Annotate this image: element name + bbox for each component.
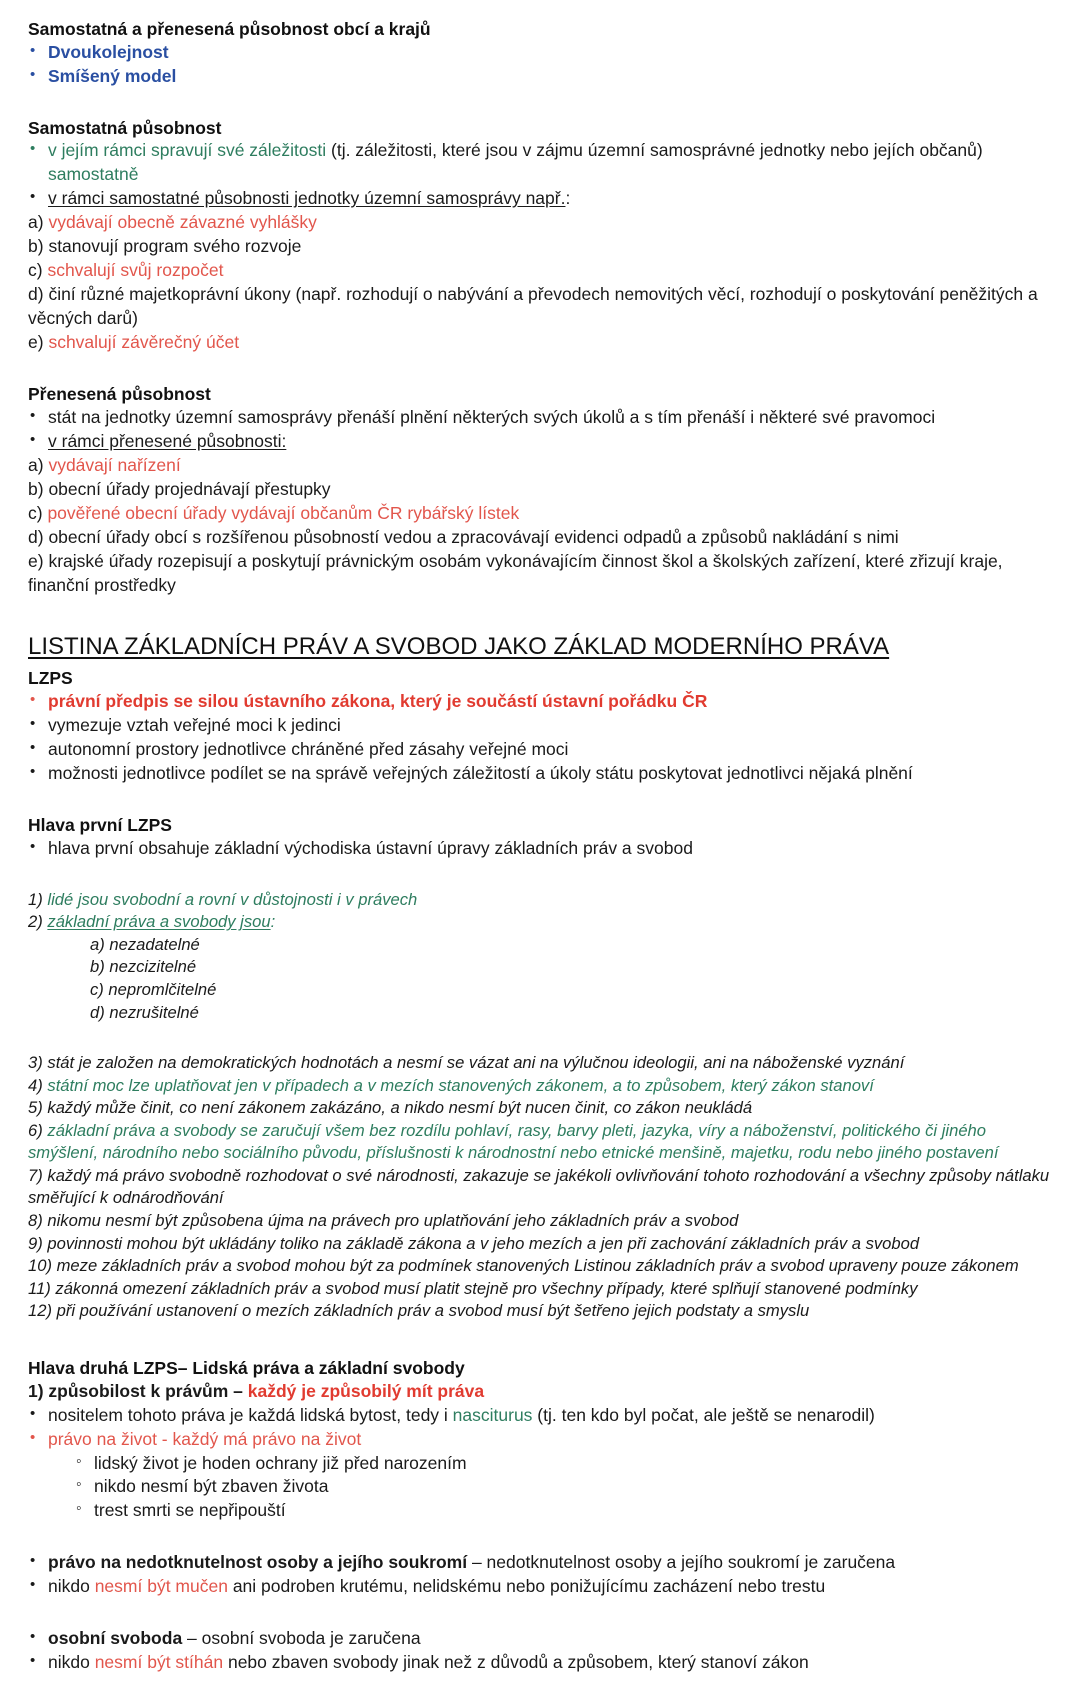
nedotknutelnost-term: právo na nedotknutelnost osoby a jejího soukromí xyxy=(48,1552,468,1573)
item-number: 12) xyxy=(28,1301,52,1321)
item-number: 2) xyxy=(28,912,43,932)
prenesena-bullet-1: stát na jednotky územní samosprávy přenáší plnění některých svých úkolů a s tím přenáší i některé své pravomoci xyxy=(48,406,936,427)
item-number: 8) xyxy=(28,1211,43,1231)
lzps-bullet-2: vymezuje vztah veřejné moci k jedinci xyxy=(48,715,341,736)
list-item: ◦ trest smrti se nepřipouští xyxy=(76,1499,1052,1523)
sub-item-d: d) nezrušitelné xyxy=(90,1002,199,1022)
list-item xyxy=(28,762,1052,786)
list-hlava-prvni xyxy=(28,837,1052,861)
sub-item-b: b) nezcizitelné xyxy=(90,957,197,977)
item-d xyxy=(28,283,1052,331)
item-a xyxy=(28,454,1052,478)
hlava-prvni-item-9 xyxy=(28,1233,1052,1256)
bullet-smiseny-model: Smíšený model xyxy=(48,65,177,86)
item-e xyxy=(28,550,1052,598)
pravo-na-zivot: právo na život - každý má právo na život xyxy=(48,1428,362,1449)
spacer xyxy=(28,1323,1052,1357)
list-item: ◦ lidský život je hoden ochrany již před narozením xyxy=(76,1452,1052,1476)
item-text: každý může činit, co není zákonem zakázáno, a nikdo nesmí být nucen činit, co zákon neukládá xyxy=(47,1098,753,1118)
samostatna-green-tail: samostatně xyxy=(48,164,139,185)
item-c xyxy=(28,502,1052,526)
nasciturus-term: nasciturus xyxy=(452,1404,533,1425)
item-text: stát je založen na demokratických hodnotách a nesmí se vázat ani na výlučnou ideologii, ani na náboženské vyznání xyxy=(47,1053,905,1073)
item-letter: c) xyxy=(28,260,43,281)
osobni-svoboda-rest: – osobní svoboda je zaručena xyxy=(182,1628,421,1649)
hlava-prvni-item-2 xyxy=(28,911,1052,934)
list-item: ◦ nikdo nesmí být zbaven života xyxy=(76,1475,1052,1499)
item-text: základní práva a svobody se zaručují všem bez rozdílu pohlaví, rasy, barvy pleti, jazyka, víry a náboženství, politického či jiného smýšlení, národního nebo sociálního původu, příslušnosti k národnostní nebo etnické menšině, majetku, rodu nebo jiného postavení xyxy=(28,1120,999,1163)
list-item xyxy=(28,187,1052,211)
stihani-pre: nikdo xyxy=(48,1652,95,1673)
lzps-bullet-3: autonomní prostory jednotlivce chráněné před zásahy veřejné moci xyxy=(48,739,569,760)
section-heading-samostatna-pusobnost: Samostatná působnost xyxy=(28,117,222,138)
list-item xyxy=(28,1575,1052,1599)
list-item xyxy=(28,690,1052,714)
item-number: 4) xyxy=(28,1075,43,1095)
stihani-highlight: nesmí být stíhán xyxy=(94,1652,224,1673)
lzps-bullet-4: možnosti jednotlivce podílet se na správě veřejných záležitostí a úkoly státu poskytovat jednotlivci nějaká plnění xyxy=(48,763,913,784)
hlava-prvni-item-4 xyxy=(28,1075,1052,1098)
spacer xyxy=(28,786,1052,814)
prenesena-bullet-2: v rámci přenesené působnosti: xyxy=(48,430,287,451)
nositel-pre: nositelem tohoto práva je každá lidská bytost, tedy i xyxy=(48,1404,453,1425)
page-title-listina: LISTINA ZÁKLADNÍCH PRÁV A SVOBOD JAKO ZÁKLAD MODERNÍHO PRÁVA xyxy=(28,632,890,660)
item-d xyxy=(28,526,1052,550)
list-lzps-rest xyxy=(28,714,1052,786)
item-text: meze základních práv a svobod mohou být za podmínek stanovených Listinou základních práv a svobod upraveny pouze zákonem xyxy=(56,1256,1019,1276)
item-text: zákonná omezení základních práv a svobod musí platit stejně pro všechny případy, které splňují stanovené podmínky xyxy=(55,1278,918,1298)
list-item xyxy=(28,41,1052,65)
item-number: 10) xyxy=(28,1256,52,1276)
hlava-prvni-bullet-1: hlava první obsahuje základní východiska ústavní úpravy základních práv a svobod xyxy=(48,837,693,858)
list-samostatna-bullets xyxy=(28,139,1052,187)
list-samostatna-bullets-2 xyxy=(28,187,1052,211)
bullet-dvoukolejnost: Dvoukolejnost xyxy=(48,41,169,62)
list-item xyxy=(28,406,1052,430)
spacer xyxy=(28,598,1052,632)
spacer xyxy=(28,861,1052,889)
list-prenesena-bullets xyxy=(28,406,1052,454)
hlava-prvni-item-6 xyxy=(28,1120,1052,1165)
list-item xyxy=(28,1627,1052,1651)
item-text: krajské úřady rozepisují a poskytují právnickým osobám vykonávajícím činnost škol a školských zařízení, které zřizují kraje, finanční prostředky xyxy=(28,550,1003,595)
list-item xyxy=(28,65,1052,89)
list-item xyxy=(28,714,1052,738)
section-heading-hlava-druha: Hlava druhá LZPS– Lidská práva a základní svobody xyxy=(28,1357,465,1378)
list-item xyxy=(28,738,1052,762)
item-text: vydávají nařízení xyxy=(48,454,181,475)
list-item xyxy=(28,1404,1052,1428)
list-modely xyxy=(28,41,1052,89)
spacer xyxy=(28,89,1052,117)
muceni-highlight: nesmí být mučen xyxy=(94,1576,228,1597)
hlava-prvni-item-12 xyxy=(28,1300,1052,1323)
item-b xyxy=(28,235,1052,259)
item-number: 1) xyxy=(28,889,43,909)
item-text: povinnosti mohou být ukládány toliko na základě zákona a v jeho mezích a jen při zachování základních práv a svobod xyxy=(47,1233,920,1253)
item-c xyxy=(28,259,1052,283)
item-number: 6) xyxy=(28,1120,43,1140)
item-letter: a) xyxy=(28,454,44,475)
samostatna-green-lead: v jejím rámci spravují své záležitosti xyxy=(48,140,327,161)
item-letter: d) xyxy=(28,526,44,547)
item-letter: b) xyxy=(28,236,44,257)
hlava-prvni-item-1 xyxy=(28,889,1052,912)
list-item xyxy=(28,139,1052,187)
item-number: 3) xyxy=(28,1053,43,1073)
item-text: schvalují závěrečný účet xyxy=(48,332,240,353)
item-text: státní moc lze uplatňovat jen v případech a v mezích stanovených zákonem, a to způsobem, který zákon stanoví xyxy=(47,1075,874,1095)
item-text: obecní úřady obcí s rozšířenou působností vedou a zpracovávají evidenci odpadů a způsobů nakládání s nimi xyxy=(48,526,899,547)
list-pravo-na-zivot-sub xyxy=(28,1452,1052,1524)
sub-item-a: a) nezadatelné xyxy=(90,934,200,954)
samostatna-black-tail: (tj. záležitosti, které jsou v zájmu územní samosprávné jednotky nebo jejích občanů) xyxy=(326,140,983,161)
hlava-prvni-item-5 xyxy=(28,1097,1052,1120)
list-hlava-druha-b xyxy=(28,1428,1052,1452)
item-highlight: každý je způsobilý mít práva xyxy=(247,1380,485,1401)
nositel-post: (tj. ten kdo byl počat, ale ještě se nenarodil) xyxy=(532,1404,875,1425)
nedotknutelnost-rest: – nedotknutelnost osoby a jejího soukromí je zaručena xyxy=(467,1552,896,1573)
list-item xyxy=(28,430,1052,454)
stihani-post: nebo zbaven svobody jinak než z důvodů a způsobem, který stanoví zákon xyxy=(223,1652,809,1673)
lzps-bullet-1: právní předpis se silou ústavního zákona, který je součástí ústavní pořádku ČR xyxy=(48,691,708,712)
item-text: nikomu nesmí být způsobena újma na právech pro uplatňování jeho základních práv a svobod xyxy=(47,1211,739,1231)
spacer xyxy=(28,1599,1052,1627)
item-text: činí různé majetkoprávní úkony (např. rozhodují o nabývání a převodech nemovitých věcí, rozhodují o poskytování peněžitých a věcných darů) xyxy=(28,284,1038,329)
item-text: stanovují program svého rozvoje xyxy=(48,236,302,257)
spacer xyxy=(28,355,1052,383)
list-lzps-first xyxy=(28,690,1052,714)
samostatna-colon: : xyxy=(565,188,571,209)
hlava-prvni-item-8 xyxy=(28,1210,1052,1233)
samostatna-underlined-lead: v rámci samostatné působnosti jednotky územní samosprávy např. xyxy=(48,188,566,209)
item-text: vydávají obecně závazné vyhlášky xyxy=(48,212,317,233)
list-nedotknutelnost xyxy=(28,1551,1052,1599)
item-letter: e) xyxy=(28,550,44,571)
list-hlava-druha-a xyxy=(28,1404,1052,1428)
osobni-svoboda-term: osobní svoboda xyxy=(48,1628,183,1649)
list-item xyxy=(28,1651,1052,1675)
item-number: 9) xyxy=(28,1233,43,1253)
item-number: 5) xyxy=(28,1098,43,1118)
section-heading-prenesena-pusobnost: Přenesená působnost xyxy=(28,384,211,405)
item-text: základní práva a svobody jsou xyxy=(47,912,271,932)
sub-item-c: c) nepromlčitelné xyxy=(90,979,217,999)
section-heading-samostatna-prenesena: Samostatná a přenesená působnost obcí a krajů xyxy=(28,19,431,39)
list-item xyxy=(28,837,1052,861)
item-text: pověřené obecní úřady vydávají občanům ČR rybářský lístek xyxy=(47,502,520,523)
item-label: 1) způsobilost k právům – xyxy=(28,1380,248,1401)
item-text: obecní úřady projednávají přestupky xyxy=(48,478,331,499)
item-number: 11) xyxy=(28,1278,51,1298)
item-letter: b) xyxy=(28,478,44,499)
hlava-prvni-item-3 xyxy=(28,1052,1052,1075)
item-text: lidé jsou svobodní a rovní v důstojnosti i v právech xyxy=(47,889,418,909)
item-letter: d) xyxy=(28,284,44,305)
section-heading-lzps: LZPS xyxy=(28,668,73,689)
muceni-post: ani podroben krutému, nelidskému nebo ponižujícímu zacházení nebo trestu xyxy=(227,1576,826,1597)
item-letter: c) xyxy=(28,502,43,523)
list-item xyxy=(28,1428,1052,1452)
item-number: 7) xyxy=(28,1165,43,1185)
hlava-prvni-item-7 xyxy=(28,1165,1052,1210)
item-e xyxy=(28,331,1052,355)
item-letter: e) xyxy=(28,332,44,353)
section-heading-hlava-prvni: Hlava první LZPS xyxy=(28,815,172,835)
list-osobni-svoboda xyxy=(28,1627,1052,1675)
hlava-druha-item-1 xyxy=(28,1380,1052,1404)
item-text: každý má právo svobodně rozhodovat o své národnosti, zakazuje se jakékoli ovlivňování tohoto rozhodování a všechny způsoby nátlaku směřující k odnárodňování xyxy=(28,1165,1050,1208)
list-item xyxy=(28,1551,1052,1575)
item-a xyxy=(28,211,1052,235)
spacer xyxy=(28,1024,1052,1052)
item-text: při používání ustanovení o mezích základních práv a svobod musí být šetřeno jejich podstaty a smyslu xyxy=(56,1301,810,1321)
item-letter: a) xyxy=(28,212,44,233)
hlava-prvni-item-11 xyxy=(28,1278,1052,1301)
item-text: schvalují svůj rozpočet xyxy=(47,260,224,281)
item-b xyxy=(28,478,1052,502)
item-colon: : xyxy=(270,912,276,932)
muceni-pre: nikdo xyxy=(48,1576,95,1597)
hlava-prvni-item-10 xyxy=(28,1255,1052,1278)
spacer xyxy=(28,1523,1052,1551)
